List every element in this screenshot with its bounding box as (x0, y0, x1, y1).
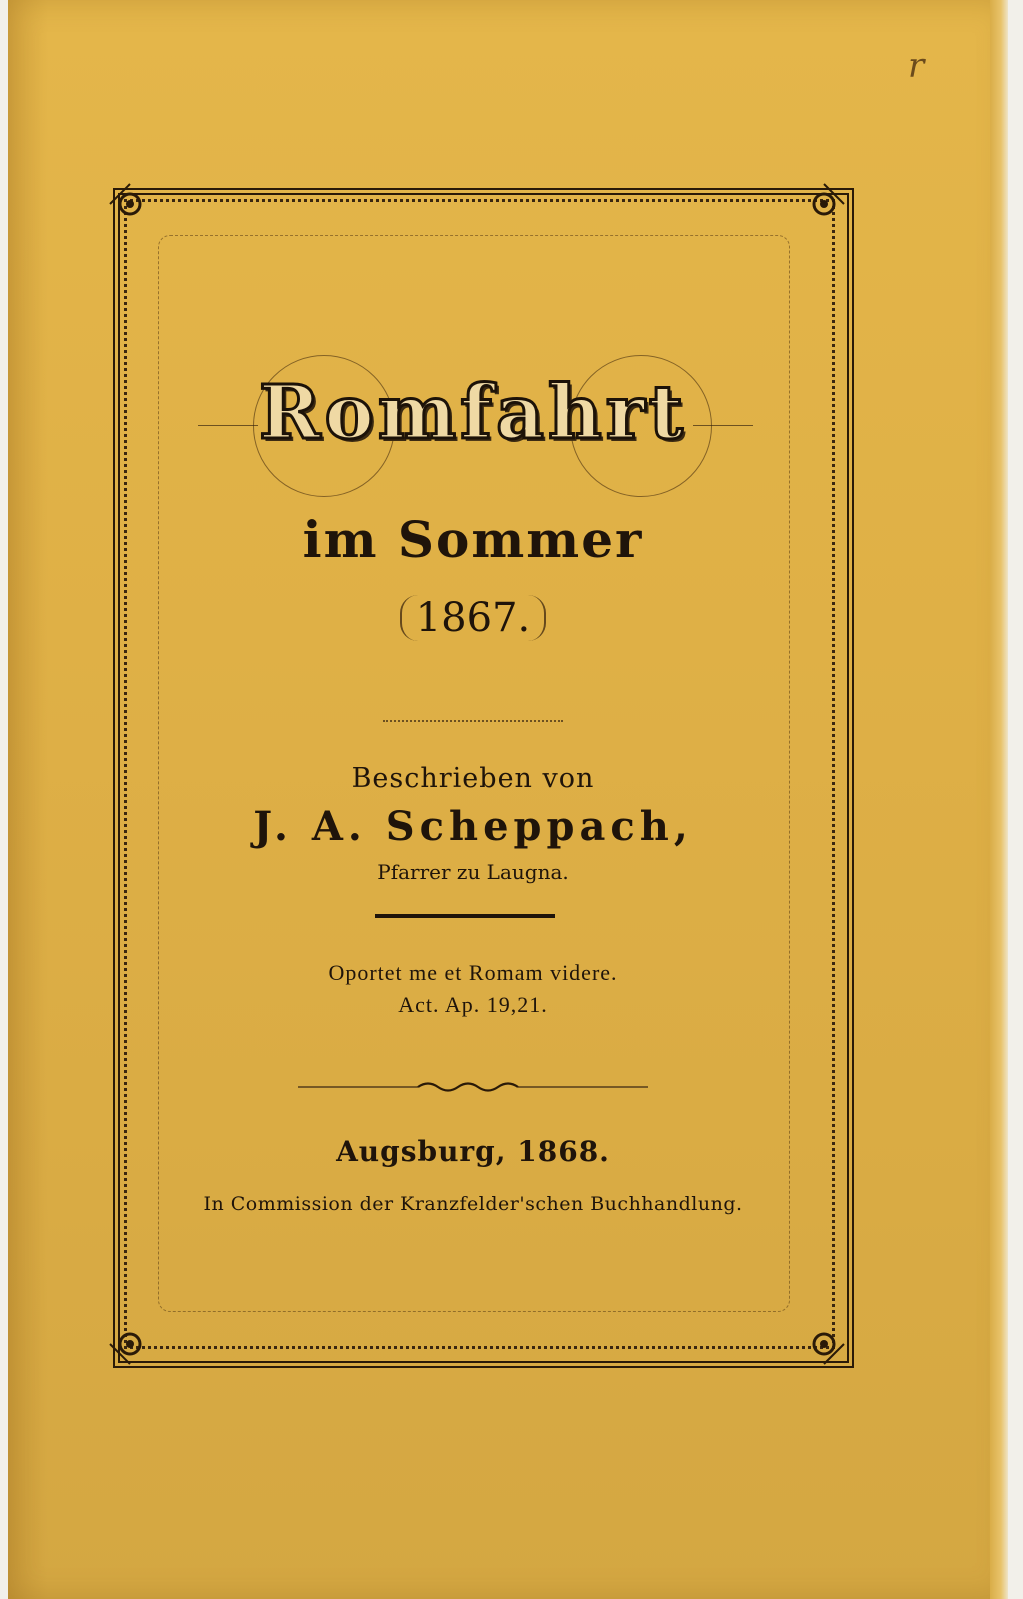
floral-corner-icon (106, 1320, 154, 1368)
byline-label: Beschrieben von (351, 763, 595, 794)
book-subtitle: im Sommer (302, 510, 644, 569)
floral-corner-icon (800, 1320, 848, 1368)
page-edge (990, 0, 1008, 1599)
author-name: J. A. Scheppach, (253, 803, 693, 850)
book-year (158, 595, 788, 641)
divider (383, 720, 563, 722)
edge-stain (8, 0, 48, 1599)
book-title: Romfahrt (259, 370, 687, 456)
motto: Oportet me et Romam videre. (328, 960, 618, 985)
floral-corner-icon (106, 180, 154, 228)
title-page-content (158, 235, 788, 1310)
publisher-line: In Commission der Kranzfelder'schen Buchhandlung. (203, 1193, 743, 1215)
imprint-place-date: Augsburg, 1868. (336, 1135, 610, 1168)
floral-corner-icon (800, 180, 848, 228)
motto-reference: Act. Ap. 19,21. (398, 992, 548, 1017)
wave-divider (298, 1080, 648, 1094)
year-text: 1867. (400, 595, 547, 641)
handwritten-shelf-mark: r (908, 46, 925, 86)
divider (375, 914, 555, 918)
author-role: Pfarrer zu Laugna. (377, 860, 569, 884)
